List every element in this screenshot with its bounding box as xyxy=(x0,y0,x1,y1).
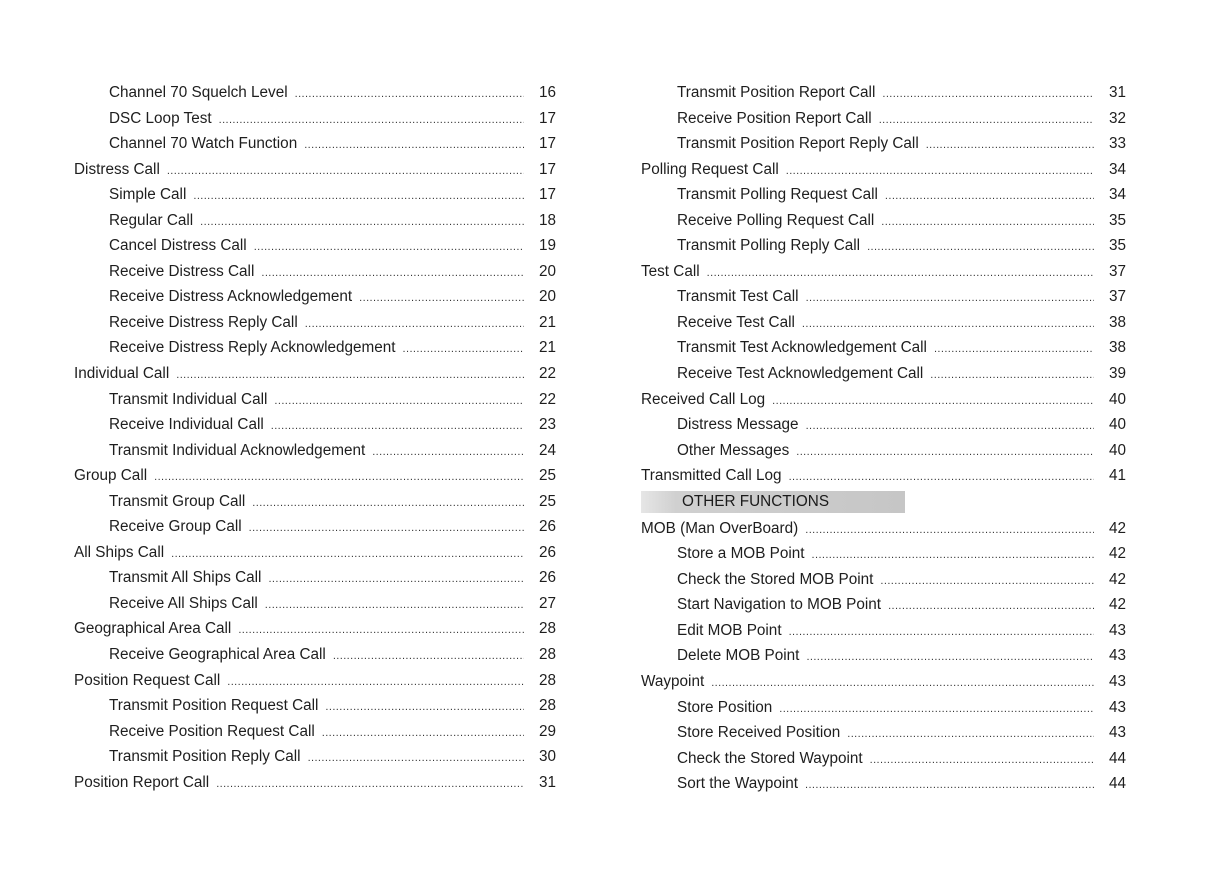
toc-dot-leader xyxy=(403,337,524,363)
toc-entry-title: Receive Geographical Area Call xyxy=(109,646,326,664)
toc-page-number: 34 xyxy=(1108,160,1126,178)
toc-dot-leader xyxy=(271,414,524,440)
toc-page-number: 17 xyxy=(538,135,556,153)
toc-entry-title: DSC Loop Test xyxy=(109,109,212,127)
toc-entry-subsection[interactable] xyxy=(641,643,1126,669)
toc-entry-title: Geographical Area Call xyxy=(74,620,232,638)
toc-entry-title: Receive Test Acknowledgement Call xyxy=(677,365,924,383)
toc-entry-title: Store Position xyxy=(677,698,773,716)
toc-entry-subsection[interactable] xyxy=(641,412,1126,438)
toc-entry-subsection[interactable] xyxy=(641,310,1126,336)
toc-entry-subsection[interactable] xyxy=(641,208,1126,234)
toc-dot-leader xyxy=(772,389,1094,415)
toc-entry-subsection[interactable] xyxy=(641,746,1126,772)
toc-dot-leader xyxy=(786,159,1094,185)
toc-page-number: 17 xyxy=(538,186,556,204)
toc-dot-leader xyxy=(372,440,524,466)
toc-dot-leader xyxy=(779,697,1094,723)
toc-dot-leader xyxy=(252,491,524,517)
toc-dot-leader xyxy=(847,722,1094,748)
toc-entry-subsection[interactable] xyxy=(74,182,556,208)
toc-dot-leader xyxy=(882,82,1094,108)
toc-dot-leader xyxy=(934,337,1094,363)
toc-page-number: 34 xyxy=(1108,186,1126,204)
toc-dot-leader xyxy=(789,465,1094,491)
toc-page-number: 22 xyxy=(538,390,556,408)
toc-entry-title: Receive All Ships Call xyxy=(109,594,258,612)
toc-page-number: 26 xyxy=(538,543,556,561)
toc-entry-subsection[interactable] xyxy=(74,284,556,310)
toc-entry-subsection[interactable] xyxy=(641,438,1126,464)
toc-entry-title: Transmit Position Reply Call xyxy=(109,748,301,766)
toc-entry-subsection[interactable] xyxy=(74,106,556,132)
toc-entry-title: Regular Call xyxy=(109,211,194,229)
toc-dot-leader xyxy=(167,159,524,185)
toc-page-number: 24 xyxy=(538,441,556,459)
toc-page-number: 28 xyxy=(538,697,556,715)
toc-right-column xyxy=(641,80,1126,797)
toc-dot-leader xyxy=(176,363,524,389)
toc-page-number: 43 xyxy=(1108,673,1126,691)
toc-dot-leader xyxy=(171,542,524,568)
toc-dot-leader xyxy=(261,261,524,287)
toc-entry-section[interactable] xyxy=(641,463,1126,489)
toc-entry-title: Sort the Waypoint xyxy=(677,775,799,793)
toc-entry-section[interactable] xyxy=(74,463,556,489)
toc-entry-section[interactable] xyxy=(74,616,556,642)
toc-page-number: 32 xyxy=(1108,109,1126,127)
toc-dot-leader xyxy=(806,286,1094,312)
toc-page-number: 27 xyxy=(538,594,556,612)
toc-page-number: 20 xyxy=(538,262,556,280)
toc-entry-subsection[interactable] xyxy=(641,771,1126,797)
toc-entry-title: Group Call xyxy=(74,467,148,485)
toc-page-number: 25 xyxy=(538,492,556,510)
toc-entry-subsection[interactable] xyxy=(74,335,556,361)
toc-right-top-list xyxy=(641,80,1126,489)
toc-entry-title: Receive Polling Request Call xyxy=(677,211,875,229)
toc-entry-subsection[interactable] xyxy=(641,233,1126,259)
toc-page-number: 16 xyxy=(538,84,556,101)
toc-dot-leader xyxy=(805,773,1094,799)
toc-entry-subsection[interactable] xyxy=(641,80,1126,106)
toc-dot-leader xyxy=(888,594,1094,620)
toc-page-number: 17 xyxy=(538,160,556,178)
toc-page-number: 30 xyxy=(538,748,556,766)
toc-entry-title: Delete MOB Point xyxy=(677,647,800,665)
toc-entry-title: Check the Stored MOB Point xyxy=(677,570,874,588)
toc-dot-leader xyxy=(812,543,1094,569)
toc-entry-title: Receive Position Request Call xyxy=(109,722,315,740)
toc-dot-leader xyxy=(216,772,524,798)
toc-page-number: 42 xyxy=(1108,570,1126,588)
toc-dot-leader xyxy=(881,210,1094,236)
toc-entry-title: Transmit Group Call xyxy=(109,492,246,510)
toc-page-number: 31 xyxy=(1108,84,1126,101)
toc-page-number: 37 xyxy=(1108,288,1126,306)
toc-dot-leader xyxy=(796,440,1094,466)
toc-dot-leader xyxy=(805,518,1094,544)
toc-entry-subsection[interactable] xyxy=(74,642,556,668)
toc-dot-leader xyxy=(254,235,524,261)
toc-page-number: 20 xyxy=(538,288,556,306)
toc-entry-subsection[interactable] xyxy=(74,412,556,438)
toc-entry-subsection[interactable] xyxy=(74,565,556,591)
toc-entry-title: Received Call Log xyxy=(641,390,766,408)
toc-dot-leader xyxy=(325,695,524,721)
toc-entry-title: Transmit All Ships Call xyxy=(109,569,262,587)
toc-dot-leader xyxy=(219,108,524,134)
toc-dot-leader xyxy=(305,312,524,338)
toc-dot-leader xyxy=(238,618,524,644)
toc-page-number: 31 xyxy=(538,773,556,791)
toc-entry-title: Receive Test Call xyxy=(677,313,795,331)
toc-entry-title: Receive Distress Acknowledgement xyxy=(109,288,353,306)
toc-entry-title: Transmit Individual Acknowledgement xyxy=(109,441,366,459)
toc-entry-subsection[interactable] xyxy=(74,310,556,336)
toc-entry-section[interactable] xyxy=(74,157,556,183)
toc-dot-leader xyxy=(200,210,524,236)
toc-entry-title: Individual Call xyxy=(74,365,170,383)
toc-dot-leader xyxy=(274,389,524,415)
toc-entry-subsection[interactable] xyxy=(74,80,556,106)
toc-left-column xyxy=(74,80,556,795)
toc-page-number: 28 xyxy=(538,620,556,638)
toc-page-number: 21 xyxy=(538,339,556,357)
toc-page-number: 43 xyxy=(1108,724,1126,742)
toc-entry-subsection[interactable] xyxy=(641,131,1126,157)
toc-dot-leader xyxy=(154,465,524,491)
toc-page-number: 33 xyxy=(1108,135,1126,153)
toc-dot-leader xyxy=(930,363,1094,389)
toc-page-number: 26 xyxy=(538,518,556,536)
toc-entry-title: Distress Call xyxy=(74,160,160,178)
toc-entry-subsection[interactable] xyxy=(641,567,1126,593)
toc-page-number: 25 xyxy=(538,467,556,485)
section-heading-other-functions: OTHER FUNCTIONS xyxy=(641,491,905,513)
toc-page-number: 42 xyxy=(1108,519,1126,537)
toc-entry-section[interactable] xyxy=(641,516,1126,542)
toc-dot-leader xyxy=(885,184,1094,210)
toc-entry-title: Cancel Distress Call xyxy=(109,237,247,255)
toc-dot-leader xyxy=(879,108,1094,134)
toc-dot-leader xyxy=(867,235,1094,261)
toc-entry-title: Edit MOB Point xyxy=(677,621,782,639)
toc-page-number: 17 xyxy=(538,109,556,127)
toc-entry-title: Position Report Call xyxy=(74,773,210,791)
toc-page-number: 22 xyxy=(538,365,556,383)
toc-entry-section[interactable] xyxy=(74,770,556,796)
toc-page-number: 41 xyxy=(1108,467,1126,485)
toc-dot-leader xyxy=(193,184,524,210)
toc-entry-subsection[interactable] xyxy=(74,208,556,234)
toc-entry-title: Polling Request Call xyxy=(641,160,779,178)
toc-entry-title: Transmit Position Report Call xyxy=(677,84,876,101)
toc-entry-section[interactable] xyxy=(641,387,1126,413)
toc-entry-section[interactable] xyxy=(641,669,1126,695)
toc-page-number: 26 xyxy=(538,569,556,587)
toc-page-number: 42 xyxy=(1108,596,1126,614)
toc-entry-subsection[interactable] xyxy=(641,361,1126,387)
toc-dot-leader xyxy=(802,312,1094,338)
toc-entry-title: Transmit Polling Request Call xyxy=(677,186,878,204)
toc-page-number: 19 xyxy=(538,237,556,255)
toc-entry-subsection[interactable] xyxy=(74,489,556,515)
toc-entry-subsection[interactable] xyxy=(74,131,556,157)
toc-dot-leader xyxy=(711,671,1094,697)
toc-dot-leader xyxy=(322,721,524,747)
toc-entry-title: Store Received Position xyxy=(677,724,841,742)
toc-entry-section[interactable] xyxy=(74,540,556,566)
toc-entry-title: Receive Group Call xyxy=(109,518,242,536)
toc-entry-subsection[interactable] xyxy=(641,182,1126,208)
toc-entry-subsection[interactable] xyxy=(74,719,556,745)
toc-dot-leader xyxy=(333,644,524,670)
toc-page-number: 40 xyxy=(1108,416,1126,434)
toc-entry-section[interactable] xyxy=(74,361,556,387)
toc-page-number: 29 xyxy=(538,722,556,740)
toc-entry-subsection[interactable] xyxy=(641,284,1126,310)
toc-entry-section[interactable] xyxy=(641,157,1126,183)
toc-entry-subsection[interactable] xyxy=(74,438,556,464)
toc-entry-title: Other Messages xyxy=(677,441,790,459)
toc-entry-subsection[interactable] xyxy=(74,514,556,540)
toc-page-number: 40 xyxy=(1108,390,1126,408)
toc-page-number: 44 xyxy=(1108,775,1126,793)
toc-entry-title: MOB (Man OverBoard) xyxy=(641,519,799,537)
toc-page-number: 43 xyxy=(1108,698,1126,716)
toc-page-number: 44 xyxy=(1108,749,1126,767)
toc-entry-subsection[interactable] xyxy=(74,693,556,719)
toc-page-number: 28 xyxy=(538,671,556,689)
toc-page-number: 40 xyxy=(1108,441,1126,459)
toc-entry-title: All Ships Call xyxy=(74,543,165,561)
toc-entry-subsection[interactable] xyxy=(74,387,556,413)
toc-dot-leader xyxy=(268,567,524,593)
toc-page-number: 38 xyxy=(1108,339,1126,357)
toc-page-number: 43 xyxy=(1108,647,1126,665)
toc-entry-title: Store a MOB Point xyxy=(677,545,805,563)
toc-dot-leader xyxy=(926,133,1094,159)
toc-entry-title: Receive Individual Call xyxy=(109,416,264,434)
toc-dot-leader xyxy=(304,133,524,159)
toc-page-number: 38 xyxy=(1108,313,1126,331)
toc-entry-subsection[interactable] xyxy=(641,720,1126,746)
toc-dot-leader xyxy=(359,286,524,312)
toc-dot-leader xyxy=(707,261,1094,287)
toc-entry-title: Receive Distress Call xyxy=(109,262,255,280)
toc-page-number: 35 xyxy=(1108,211,1126,229)
toc-entry-title: Test Call xyxy=(641,262,700,280)
toc-entry-title: Transmit Test Call xyxy=(677,288,799,306)
toc-entry-subsection[interactable] xyxy=(641,106,1126,132)
toc-entry-subsection[interactable] xyxy=(641,695,1126,721)
toc-entry-title: Transmit Test Acknowledgement Call xyxy=(677,339,927,357)
toc-page-number: 35 xyxy=(1108,237,1126,255)
toc-entry-subsection[interactable] xyxy=(641,541,1126,567)
toc-entry-subsection[interactable] xyxy=(641,618,1126,644)
toc-entry-subsection[interactable] xyxy=(74,744,556,770)
toc-entry-title: Distress Message xyxy=(677,416,799,434)
toc-page-number: 21 xyxy=(538,313,556,331)
toc-entry-title: Channel 70 Squelch Level xyxy=(109,84,288,101)
toc-page-number: 23 xyxy=(538,416,556,434)
toc-page-number: 18 xyxy=(538,211,556,229)
toc-entry-title: Transmitted Call Log xyxy=(641,467,782,485)
toc-page-number: 43 xyxy=(1108,621,1126,639)
toc-entry-title: Start Navigation to MOB Point xyxy=(677,596,882,614)
toc-entry-title: Receive Distress Reply Acknowledgement xyxy=(109,339,396,357)
toc-dot-leader xyxy=(249,516,524,542)
toc-entry-subsection[interactable] xyxy=(641,335,1126,361)
toc-page-number: 42 xyxy=(1108,545,1126,563)
toc-entry-title: Transmit Position Report Reply Call xyxy=(677,135,919,153)
toc-page-number: 39 xyxy=(1108,365,1126,383)
toc-entry-title: Check the Stored Waypoint xyxy=(677,749,863,767)
toc-dot-leader xyxy=(789,620,1094,646)
toc-entry-subsection[interactable] xyxy=(641,592,1126,618)
toc-dot-leader xyxy=(870,748,1094,774)
toc-entry-title: Channel 70 Watch Function xyxy=(109,135,298,153)
toc-entry-subsection[interactable] xyxy=(74,233,556,259)
toc-entry-title: Position Request Call xyxy=(74,671,221,689)
toc-entry-title: Transmit Position Request Call xyxy=(109,697,319,715)
toc-entry-title: Receive Distress Reply Call xyxy=(109,313,298,331)
toc-entry-subsection[interactable] xyxy=(74,591,556,617)
toc-page-number: 28 xyxy=(538,646,556,664)
toc-entry-title: Transmit Individual Call xyxy=(109,390,268,408)
toc-dot-leader xyxy=(308,746,524,772)
toc-entry-title: Receive Position Report Call xyxy=(677,109,872,127)
toc-dot-leader xyxy=(806,645,1094,671)
toc-entry-title: Transmit Polling Reply Call xyxy=(677,237,861,255)
toc-dot-leader xyxy=(806,414,1094,440)
toc-dot-leader xyxy=(880,569,1094,595)
toc-entry-title: Simple Call xyxy=(109,186,187,204)
toc-entry-section[interactable] xyxy=(641,259,1126,285)
toc-dot-leader xyxy=(265,593,524,619)
toc-entry-subsection[interactable] xyxy=(74,259,556,285)
toc-entry-section[interactable] xyxy=(74,668,556,694)
toc-dot-leader xyxy=(227,670,524,696)
toc-dot-leader xyxy=(295,82,524,108)
toc-page-number: 37 xyxy=(1108,262,1126,280)
toc-right-bottom-list xyxy=(641,516,1126,797)
toc-entry-title: Waypoint xyxy=(641,673,705,691)
